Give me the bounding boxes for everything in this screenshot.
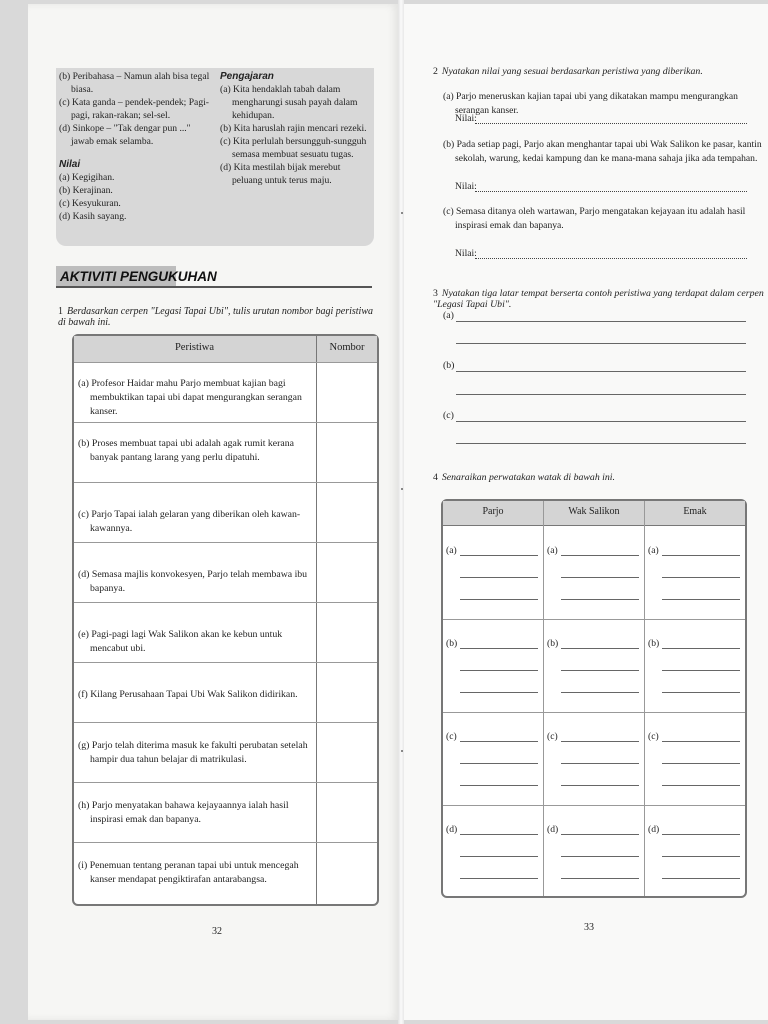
event-text: (b) Proses membuat tapai ubi adalah agak rumit kerana banyak pantang larang yang perlu dipatuhi.: [78, 438, 295, 463]
binding-mark: [401, 750, 403, 752]
answer-line[interactable]: [561, 834, 639, 835]
answer-line[interactable]: [561, 692, 639, 693]
sequence-table: [72, 334, 379, 906]
answer-line[interactable]: [460, 670, 538, 671]
page-number-left: 32: [212, 926, 222, 937]
table-row: [74, 722, 377, 783]
nilai-heading: Nilai: [59, 159, 81, 170]
cell-label: (c): [648, 731, 659, 742]
nilai-item: (a) Kegigihan.: [59, 172, 115, 183]
event-text: (h) Parjo menyatakan bahawa kejayaannya ialah hasil inspirasi emak dan bapanya.: [78, 800, 289, 825]
q2-prompt: [433, 66, 703, 77]
cell-label: (b): [648, 638, 660, 649]
nilai-label: Nilai:: [455, 181, 477, 192]
answer-line[interactable]: [460, 692, 538, 693]
summary-right-column: [220, 70, 372, 187]
q2-number: 2: [433, 66, 438, 77]
binding-mark: [401, 488, 403, 490]
answer-line[interactable]: [456, 421, 746, 422]
summary-box: [56, 68, 374, 246]
answer-line[interactable]: [561, 555, 639, 556]
answer-line[interactable]: [456, 343, 746, 344]
q2-prompt-text: Nyatakan nilai yang sesuai berdasarkan peristiwa yang diberikan.: [441, 66, 703, 77]
row-divider: [443, 712, 745, 713]
q1-prompt: [58, 306, 378, 328]
event-text: (a) Profesor Haidar mahu Parjo membuat kajian bagi membuktikan tapai ubi dapat mengurangkan serangan kanser.: [78, 378, 302, 417]
character-table-header: [443, 501, 745, 526]
event-text: (g) Parjo telah diterima masuk ke fakulti perubatan setelah hampir dua tahun belajar di matrikulasi.: [78, 740, 308, 765]
q3-label: (a): [443, 310, 454, 321]
nilai-answer-line[interactable]: [475, 258, 747, 259]
answer-line[interactable]: [460, 599, 538, 600]
col-peristiwa: Peristiwa: [174, 342, 215, 353]
answer-line[interactable]: [662, 670, 740, 671]
nilai-label: Nilai:: [455, 113, 477, 124]
nilai-item: (c) Kesyukuran.: [59, 198, 121, 209]
q2-item: (c) Semasa ditanya oleh wartawan, Parjo mengatakan kejayaan itu adalah hasil inspirasi emak dan bapanya.: [443, 206, 746, 231]
pengajaran-item: (d) Kita mestilah bijak merebut peluang untuk terus maju.: [220, 162, 341, 186]
answer-line[interactable]: [662, 741, 740, 742]
answer-line[interactable]: [561, 599, 639, 600]
cell-label: (d): [547, 824, 559, 835]
q3-number: 3: [433, 288, 438, 299]
event-text: (d) Semasa majlis konvokesyen, Parjo telah membawa ibu bapanya.: [78, 569, 308, 594]
q2-item: (a) Parjo meneruskan kajian tapai ubi yang dikatakan mampu mengurangkan serangan kanser.: [443, 91, 738, 116]
answer-line[interactable]: [561, 577, 639, 578]
q1-prompt-text: Berdasarkan cerpen "Legasi Tapai Ubi", tulis urutan nombor bagi peristiwa di bawah ini.: [58, 306, 374, 328]
summary-item: (d) Sinkope – "Tak dengar pun ..." jawab emak selamba.: [59, 123, 191, 147]
answer-line[interactable]: [561, 648, 639, 649]
cell-label: (a): [446, 545, 457, 556]
answer-line[interactable]: [456, 371, 746, 372]
summary-left-column: [59, 70, 211, 223]
answer-line[interactable]: [456, 394, 746, 395]
nilai-answer-row: [455, 181, 751, 192]
answer-line[interactable]: [460, 878, 538, 879]
nilai-item: (b) Kerajinan.: [59, 185, 113, 196]
summary-item: (b) Peribahasa – Namun alah bisa tegal biasa.: [59, 71, 210, 95]
answer-line[interactable]: [662, 577, 740, 578]
answer-line[interactable]: [456, 443, 746, 444]
answer-line[interactable]: [561, 856, 639, 857]
book-gutter: [398, 0, 404, 1024]
answer-line[interactable]: [561, 878, 639, 879]
event-text: (f) Kilang Perusahaan Tapai Ubi Wak Salikon didirikan.: [78, 689, 298, 700]
answer-line[interactable]: [561, 741, 639, 742]
answer-line[interactable]: [662, 785, 740, 786]
nilai-answer-line[interactable]: [475, 191, 747, 192]
table-row: [74, 602, 377, 663]
character-table: [441, 499, 747, 898]
nilai-item: (d) Kasih sayang.: [59, 211, 127, 222]
pengajaran-item: (a) Kita hendaklah tabah dalam mengharungi susah payah dalam kehidupan.: [220, 84, 358, 121]
cell-label: (a): [648, 545, 659, 556]
cell-label: (c): [547, 731, 558, 742]
page-number-right: 33: [584, 922, 594, 933]
answer-line[interactable]: [460, 834, 538, 835]
answer-line[interactable]: [662, 763, 740, 764]
q4-number: 4: [433, 472, 438, 483]
cell-label: (a): [547, 545, 558, 556]
answer-line[interactable]: [460, 741, 538, 742]
col-emak: Emak: [683, 506, 707, 517]
cell-label: (d): [446, 824, 458, 835]
summary-item: (c) Kata ganda – pendek-pendek; Pagi-pagi, rakan-rakan; sel-sel.: [59, 97, 209, 121]
answer-line[interactable]: [460, 648, 538, 649]
binding-mark: [401, 212, 403, 214]
banner-underline: [56, 286, 372, 288]
answer-line[interactable]: [460, 763, 538, 764]
q3-label: (c): [443, 410, 454, 421]
section-title: AKTIVITI PENGUKUHAN: [60, 269, 217, 284]
nilai-answer-row: [455, 113, 751, 124]
nilai-answer-row: [455, 248, 751, 259]
table-row: [74, 662, 377, 723]
table-row: [74, 482, 377, 543]
col-nombor: Nombor: [329, 342, 365, 353]
pengajaran-heading: Pengajaran: [220, 71, 274, 82]
answer-line[interactable]: [460, 555, 538, 556]
answer-line[interactable]: [662, 834, 740, 835]
pengajaran-item: (b) Kita haruslah rajin mencari rezeki.: [220, 123, 367, 134]
answer-line[interactable]: [561, 785, 639, 786]
cell-label: (c): [446, 731, 457, 742]
nilai-label: Nilai:: [455, 248, 477, 259]
q4-prompt-text: Senaraikan perwatakan watak di bawah ini.: [441, 472, 615, 483]
row-divider: [443, 805, 745, 806]
col-wak-salikon: Wak Salikon: [568, 506, 620, 517]
nilai-answer-line[interactable]: [475, 123, 747, 124]
table-row: [74, 842, 377, 903]
cell-label: (b): [446, 638, 458, 649]
section-banner: [56, 266, 372, 288]
answer-line[interactable]: [456, 321, 746, 322]
q1-number: 1: [58, 306, 63, 317]
answer-line[interactable]: [662, 648, 740, 649]
q2-item: (b) Pada setiap pagi, Parjo akan menghantar tapai ubi Wak Salikon ke pasar, kantin sekolah, warung, kedai kampung dan ke mana-mana sahaja jika ada tempahan.: [443, 139, 762, 164]
column-divider: [543, 501, 544, 896]
q3-prompt: [433, 288, 768, 310]
pengajaran-item: (c) Kita perlulah bersungguh-sungguh semasa membuat sesuatu tugas.: [220, 136, 367, 160]
answer-line[interactable]: [460, 785, 538, 786]
event-text: (i) Penemuan tentang peranan tapai ubi untuk mencegah kanser mendapat pengiktirafan antarabangsa.: [78, 860, 299, 885]
q4-prompt: [433, 472, 615, 483]
table-row: [74, 782, 377, 843]
table-row: [74, 362, 377, 423]
answer-line[interactable]: [561, 763, 639, 764]
answer-line[interactable]: [662, 878, 740, 879]
answer-line[interactable]: [662, 692, 740, 693]
sequence-table-header: [74, 336, 377, 363]
q3-label: (b): [443, 360, 455, 371]
col-parjo: Parjo: [482, 506, 504, 517]
cell-label: (d): [648, 824, 660, 835]
q3-prompt-text: Nyatakan tiga latar tempat berserta contoh peristiwa yang terdapat dalam cerpen "Legasi Tapai Ubi".: [433, 288, 764, 310]
table-row: [74, 542, 377, 603]
row-divider: [443, 619, 745, 620]
answer-line[interactable]: [460, 856, 538, 857]
answer-line[interactable]: [460, 577, 538, 578]
event-text: (c) Parjo Tapai ialah gelaran yang diberikan oleh kawan-kawannya.: [78, 509, 301, 534]
answer-line[interactable]: [662, 555, 740, 556]
answer-line[interactable]: [662, 856, 740, 857]
column-divider: [644, 501, 645, 896]
answer-line[interactable]: [561, 670, 639, 671]
event-text: (e) Pagi-pagi lagi Wak Salikon akan ke kebun untuk mencabut ubi.: [78, 629, 283, 654]
table-row: [74, 422, 377, 483]
cell-label: (b): [547, 638, 559, 649]
answer-line[interactable]: [662, 599, 740, 600]
